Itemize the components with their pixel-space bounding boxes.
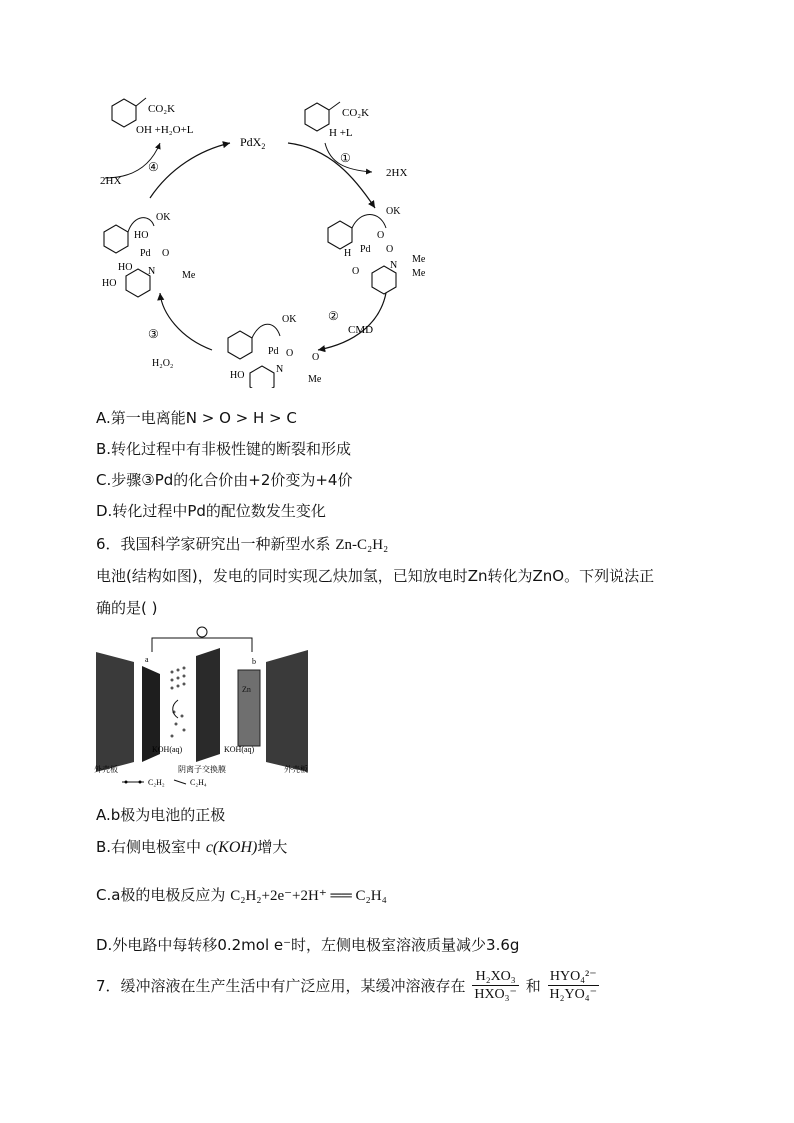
svg-text:HO: HO <box>230 370 245 381</box>
svg-text:N: N <box>390 260 398 271</box>
step3-label: ③ <box>148 327 159 341</box>
cycle-arrow-left-top <box>150 143 230 198</box>
q6-option-c <box>96 884 387 905</box>
svg-text:外壳板: 外壳板 <box>284 765 308 774</box>
svg-text:KOH(aq): KOH(aq) <box>152 745 183 754</box>
h2o2-label: H₂O₂ <box>152 358 174 369</box>
svg-text:C₂H₄: C₂H₄ <box>190 778 207 787</box>
q7-and: 和 <box>525 977 541 995</box>
hx-left-label: 2HX <box>100 175 122 187</box>
step4-label: ④ <box>148 160 159 174</box>
svg-text:KOH(aq): KOH(aq) <box>224 745 255 754</box>
q7-fraction-1 <box>472 969 519 1003</box>
svg-text:OK: OK <box>282 314 297 325</box>
svg-text:O: O <box>377 230 385 241</box>
q6-option-b-suffix: 增大 <box>257 838 288 856</box>
cmd-label: CMD <box>348 324 374 336</box>
svg-text:Zn: Zn <box>242 685 251 694</box>
svg-text:Me: Me <box>412 268 426 279</box>
svg-text:C₂H₂: C₂H₂ <box>148 778 165 787</box>
q5-option-d: D.转化过程中Pd的配位数发生变化 <box>96 502 326 520</box>
q5-option-a: A.第一电离能N > O > H > C <box>96 409 297 427</box>
q7-fraction-2 <box>548 968 599 1003</box>
q7-frac2-denominator: H₂YO₄⁻ <box>549 987 597 1002</box>
svg-text:CO₂K: CO₂K <box>148 103 176 115</box>
top-right-molecule <box>305 102 369 139</box>
cycle-arrow-top-right <box>288 143 375 208</box>
catalytic-cycle-scheme <box>90 88 490 388</box>
svg-text:H: H <box>344 248 352 259</box>
svg-text:Pd: Pd <box>140 248 151 259</box>
battery-structure-figure <box>92 622 322 792</box>
svg-text:O: O <box>162 248 170 259</box>
svg-text:HO: HO <box>118 262 133 273</box>
svg-text:O: O <box>286 348 294 359</box>
svg-text:Me: Me <box>182 270 196 281</box>
q6-option-c-formula: C₂H₂+2e⁻+2H⁺ ══ C₂H₄ <box>230 888 387 904</box>
svg-text:Me: Me <box>412 254 426 265</box>
svg-text:Pd: Pd <box>268 346 279 357</box>
svg-text:N: N <box>148 266 156 277</box>
svg-text:阴离子交换膜: 阴离子交换膜 <box>178 765 226 774</box>
cycle-arrow-bottom-left <box>160 293 212 350</box>
hx-right-label: 2HX <box>386 167 408 179</box>
svg-text:H +L: H +L <box>329 127 353 139</box>
right-pd-complex <box>328 206 426 294</box>
q6-stem-text: 6．我国科学家研究出一种新型水系 <box>96 535 336 553</box>
svg-text:Me: Me <box>308 374 322 385</box>
q6-battery-formula: Zn-C₂H₂ <box>335 537 389 553</box>
q7-stem-text: 7．缓冲溶液在生产生活中有广泛应用，某缓冲溶液存在 <box>96 977 466 995</box>
left-pd-complex <box>102 212 196 297</box>
q6-stem-line1 <box>96 533 388 554</box>
q6-option-d: D.外电路中每转移0.2mol e⁻时，左侧电极室溶液质量减少3.6g <box>96 936 520 954</box>
svg-text:HO: HO <box>102 278 117 289</box>
svg-text:b: b <box>252 657 256 666</box>
q5-option-b: B.转化过程中有非极性键的断裂和形成 <box>96 440 352 458</box>
step1-label: ① <box>340 151 351 165</box>
q6-option-c-prefix: C.a极的电极反应为 <box>96 886 231 904</box>
q6-option-b <box>96 836 287 857</box>
step2-label: ② <box>328 309 339 323</box>
q6-option-a: A.b极为电池的正极 <box>96 806 226 824</box>
q5-option-c: C.步骤③Pd的化合价由+2价变为+4价 <box>96 471 353 489</box>
svg-text:Pd: Pd <box>360 244 371 255</box>
svg-text:OH +H₂O+L: OH +H₂O+L <box>136 124 194 136</box>
svg-text:OK: OK <box>156 212 171 223</box>
q6-stem-line3: 确的是( ) <box>96 599 158 617</box>
svg-text:O: O <box>312 352 320 363</box>
svg-text:N: N <box>276 364 284 375</box>
q6-stem-line2: 电池(结构如图)，发电的同时实现乙炔加氢，已知放电时Zn转化为ZnO。下列说法正 <box>96 567 655 585</box>
svg-text:OK: OK <box>386 206 401 217</box>
svg-text:CO₂K: CO₂K <box>342 107 370 119</box>
svg-text:HO: HO <box>134 230 149 241</box>
pdx2-label: PdX$_2$ <box>240 135 266 151</box>
q6-option-b-prefix: B.右侧电极室中 <box>96 838 206 856</box>
top-left-molecule <box>112 98 194 136</box>
q7-frac2-numerator: HYO₄²⁻ <box>548 968 599 986</box>
svg-text:O: O <box>386 244 394 255</box>
svg-text:外壳板: 外壳板 <box>94 765 118 774</box>
q7-frac1-numerator: H₂XO₃ <box>472 969 519 986</box>
svg-text:O: O <box>352 266 360 277</box>
svg-text:a: a <box>145 655 149 664</box>
bottom-pd-complex <box>228 314 322 388</box>
q7-stem <box>96 968 601 1003</box>
q6-option-b-formula: c(KOH) <box>205 839 258 856</box>
q7-frac1-denominator: HXO₃⁻ <box>474 986 517 1002</box>
